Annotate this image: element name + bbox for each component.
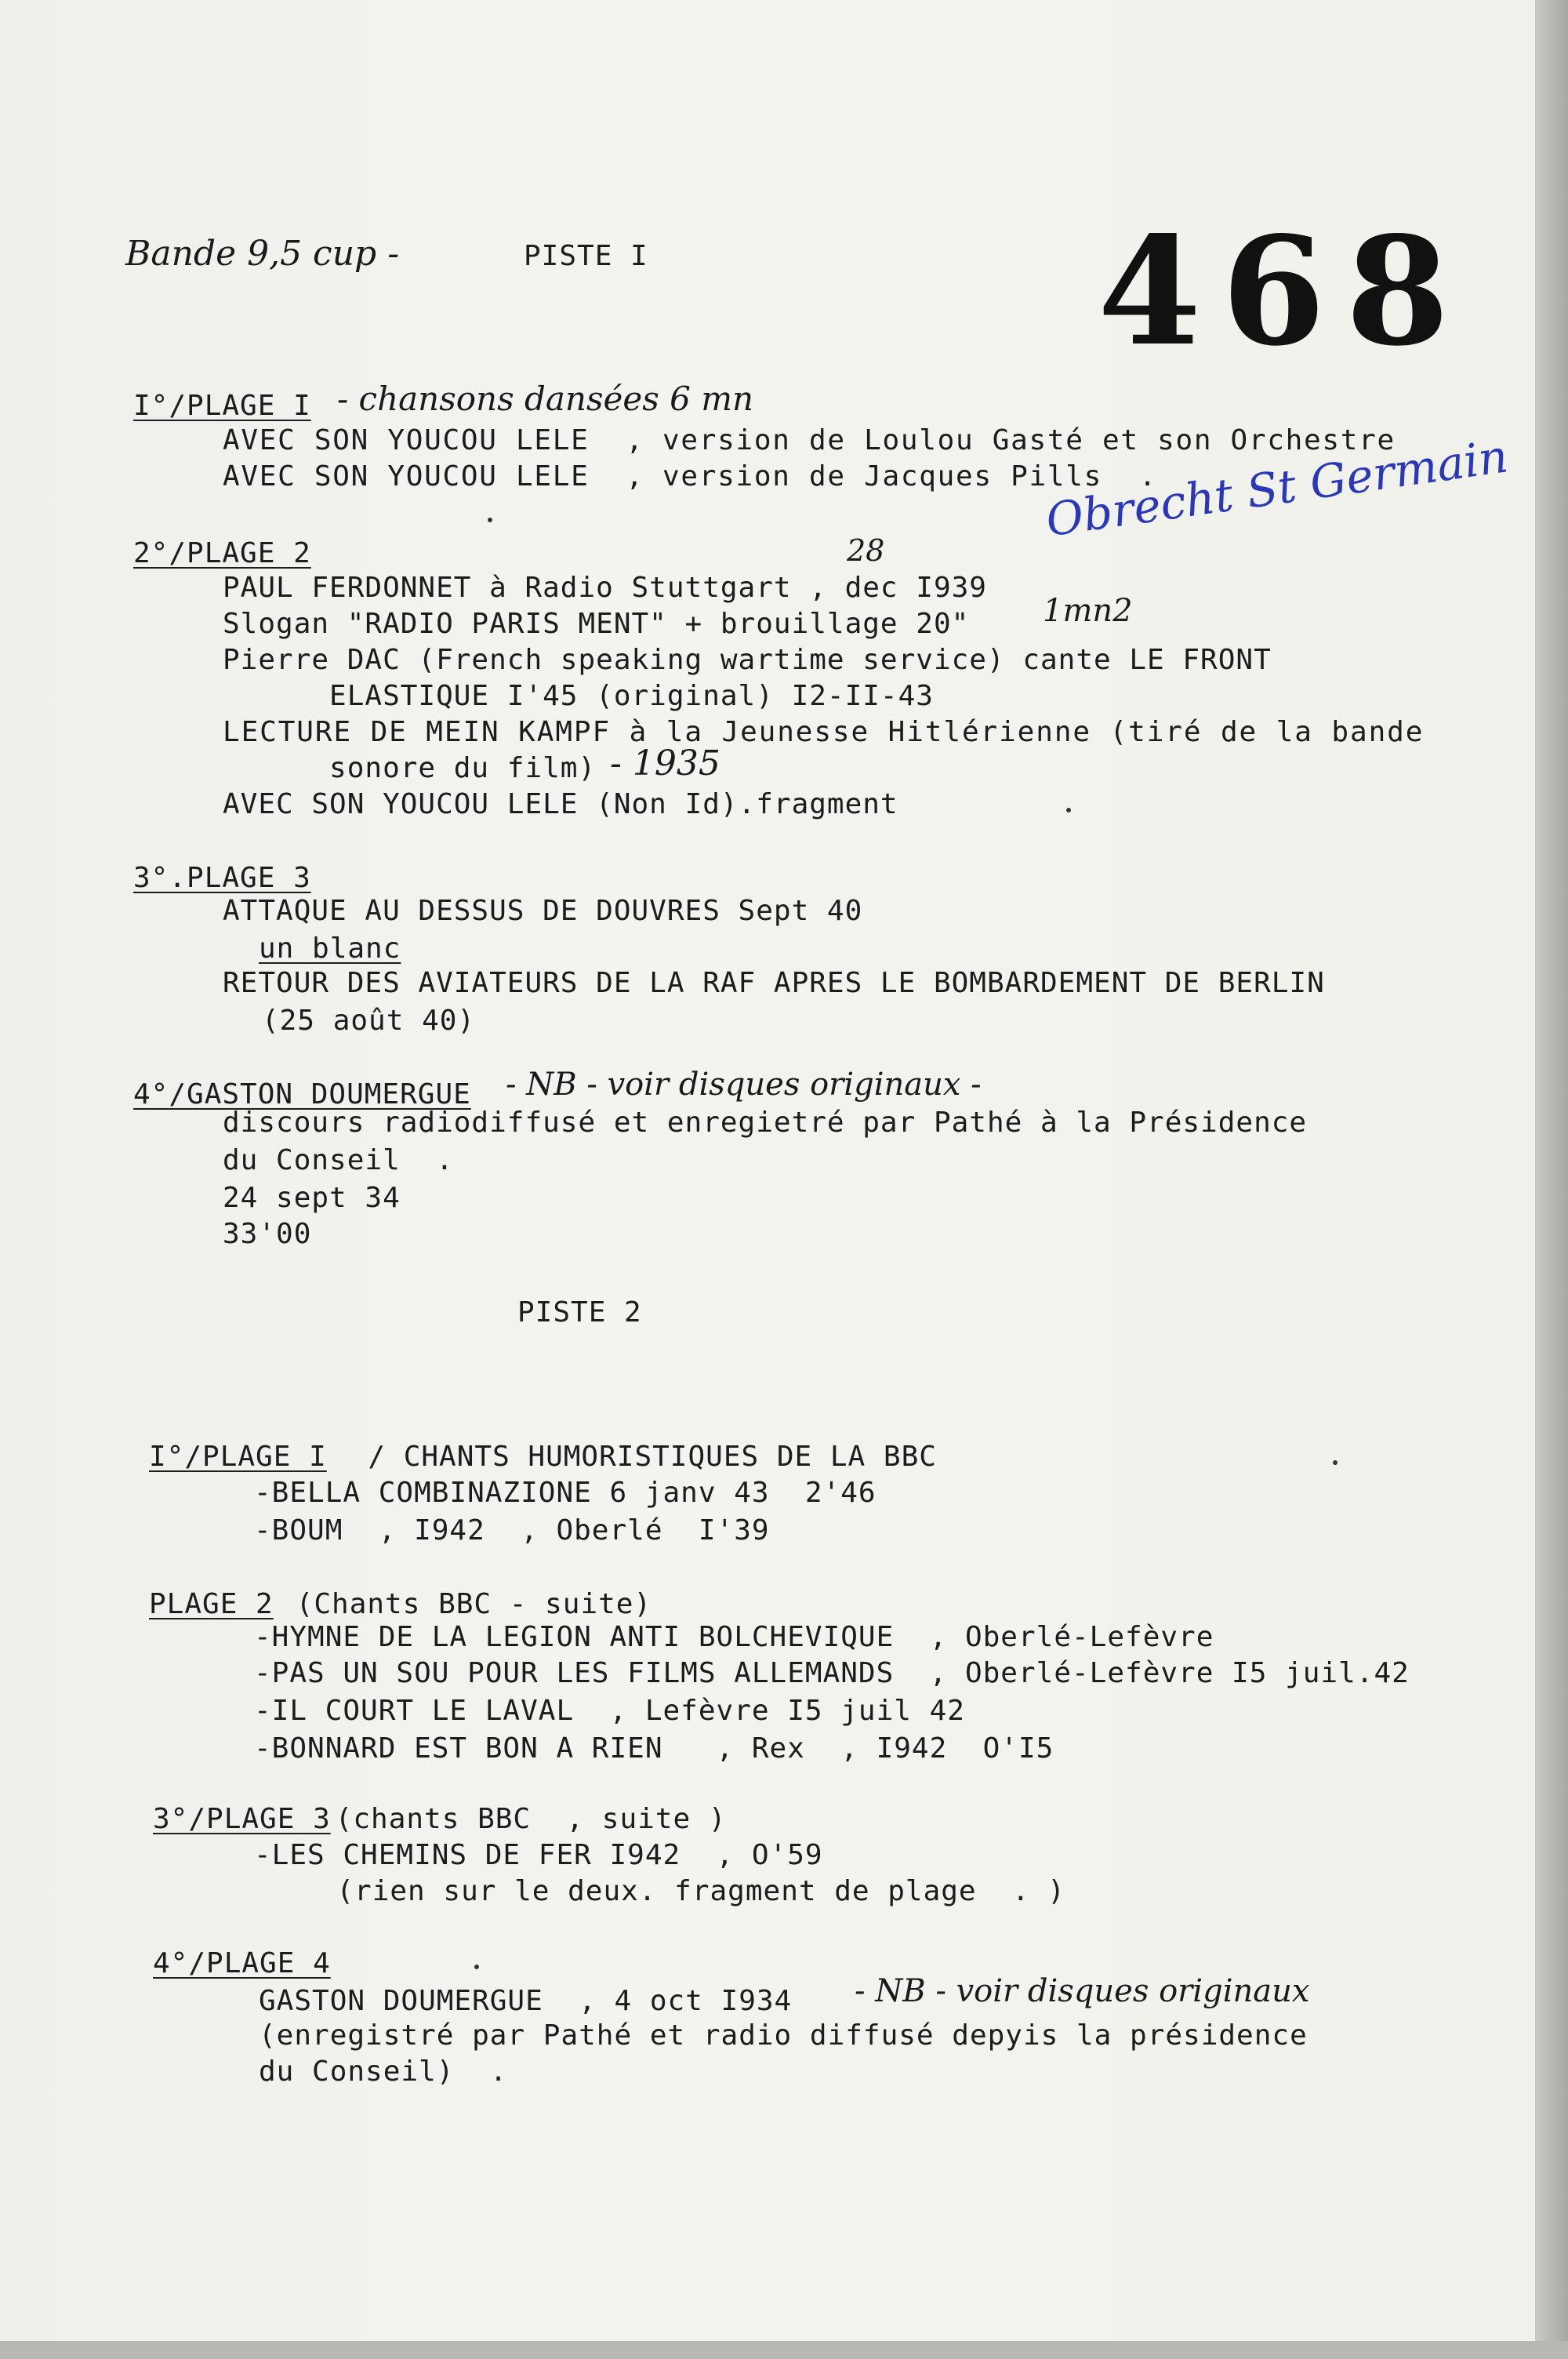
piste1-plage1-heading: I°/PLAGE I bbox=[133, 390, 311, 422]
piste1-plage3-line: ATTAQUE AU DESSUS DE DOUVRES Sept 40 bbox=[223, 895, 863, 927]
piste1-plage2-line: PAUL FERDONNET à Radio Stuttgart , dec I939 bbox=[223, 572, 987, 604]
handwritten-mn-note: 1mn2 bbox=[1043, 593, 1133, 629]
piste2-plage4-heading: 4°/PLAGE 4 bbox=[153, 1947, 331, 1979]
piste1-plage2-line: ELASTIQUE I'45 (original) I2-II-43 bbox=[223, 680, 934, 712]
piste1-plage4-line: discours radiodiffusé et enregietré par Pathé à la Présidence bbox=[223, 1107, 1308, 1139]
page-edge-shadow bbox=[1535, 0, 1568, 2359]
handwritten-blue-obrecht-note: Obrecht St Germain bbox=[1043, 429, 1512, 547]
piste1-plage2-line: LECTURE DE MEIN KAMPF à la Jeunesse Hitlérienne (tiré de la bande bbox=[223, 716, 1425, 748]
archive-stamp-number: 468 bbox=[1098, 204, 1470, 379]
piste2-plage2-line: -BONNARD EST BON A RIEN , Rex , I942 O'I5 bbox=[254, 1732, 1054, 1765]
piste1-plage3-line: un blanc bbox=[259, 932, 401, 965]
piste2-plage4-line: (enregistré par Pathé et radio diffusé depyis la présidence bbox=[259, 2019, 1308, 2052]
piste1-plage3-heading: 3°.PLAGE 3 bbox=[133, 862, 311, 894]
piste-2-title: PISTE 2 bbox=[517, 1296, 642, 1329]
handwritten-tape-note: Bande 9,5 cup - bbox=[125, 234, 400, 274]
piste2-plage1-line: -BELLA COMBINAZIONE 6 janv 43 2'46 bbox=[254, 1477, 877, 1509]
piste1-plage4-line: 24 sept 34 bbox=[223, 1182, 401, 1214]
piste2-plage2-line: -PAS UN SOU POUR LES FILMS ALLEMANDS , Oberlé-Lefèvre I5 juil.42 bbox=[254, 1657, 1410, 1689]
photocopy-speck bbox=[474, 1965, 479, 1969]
piste2-plage2-line: -HYMNE DE LA LEGION ANTI BOLCHEVIQUE , Oberlé-Lefèvre bbox=[254, 1621, 1214, 1653]
piste1-plage4-line: 33'00 bbox=[223, 1218, 312, 1250]
piste2-plage1-line: -BOUM , I942 , Oberlé I'39 bbox=[254, 1514, 770, 1547]
piste1-plage2-line: Slogan "RADIO PARIS MENT" + brouillage 20" bbox=[223, 608, 970, 640]
piste1-plage2-line: Pierre DAC (French speaking wartime service) cante LE FRONT bbox=[223, 644, 1272, 676]
piste1-plage3-line: RETOUR DES AVIATEURS DE LA RAF APRES LE BOMBARDEMENT DE BERLIN bbox=[223, 967, 1325, 999]
piste1-plage1-line: AVEC SON YOUCOU LELE , version de Loulou Gasté et son Orchestre bbox=[223, 424, 1396, 456]
piste2-plage3-line: (rien sur le deux. fragment de plage . ) bbox=[301, 1875, 1065, 1907]
piste2-plage2-heading: PLAGE 2 bbox=[149, 1588, 274, 1620]
piste-1-title: PISTE I bbox=[524, 240, 648, 272]
handwritten-nb-note: - NB - voir disques originaux - bbox=[506, 1067, 982, 1103]
piste1-plage3-line: (25 août 40) bbox=[262, 1005, 476, 1037]
piste1-plage2-line: AVEC SON YOUCOU LELE (Non Id).fragment bbox=[223, 788, 898, 820]
piste2-plage2-line: -IL COURT LE LAVAL , Lefèvre I5 juil 42 bbox=[254, 1695, 965, 1727]
piste2-plage1-heading: I°/PLAGE I bbox=[149, 1441, 327, 1473]
handwritten-nb-note: - NB - voir disques originaux bbox=[855, 1973, 1310, 2009]
piste2-plage3-heading: 3°/PLAGE 3 bbox=[153, 1803, 331, 1835]
piste2-plage4-line: du Conseil) . bbox=[259, 2055, 508, 2088]
piste2-plage4-line: GASTON DOUMERGUE , 4 oct I934 bbox=[259, 1985, 793, 2017]
piste2-plage1-heading-rest: / CHANTS HUMORISTIQUES DE LA BBC bbox=[332, 1441, 937, 1473]
piste2-plage2-heading-rest: (Chants BBC - suite) bbox=[278, 1588, 652, 1620]
piste1-plage2-heading: 2°/PLAGE 2 bbox=[133, 537, 311, 569]
photocopy-speck bbox=[1333, 1460, 1338, 1465]
piste1-plage2-line: sonore du film) bbox=[223, 752, 597, 784]
handwritten-date-28: 28 bbox=[847, 533, 885, 568]
page-bottom-edge bbox=[0, 2341, 1568, 2359]
handwritten-year-1935: - 1935 bbox=[610, 743, 720, 783]
photocopy-speck bbox=[1066, 808, 1071, 812]
piste1-plage4-heading: 4°/GASTON DOUMERGUE bbox=[133, 1078, 471, 1110]
piste2-plage3-line: -LES CHEMINS DE FER I942 , O'59 bbox=[254, 1839, 823, 1871]
piste1-plage1-line: AVEC SON YOUCOU LELE , version de Jacques Pills . bbox=[223, 460, 1158, 493]
piste2-plage3-heading-rest: (chants BBC , suite ) bbox=[318, 1803, 727, 1835]
handwritten-plage1-note: - chansons dansées 6 mn bbox=[337, 380, 754, 418]
piste1-plage4-line: du Conseil . bbox=[223, 1144, 454, 1176]
photocopy-speck bbox=[488, 518, 492, 522]
